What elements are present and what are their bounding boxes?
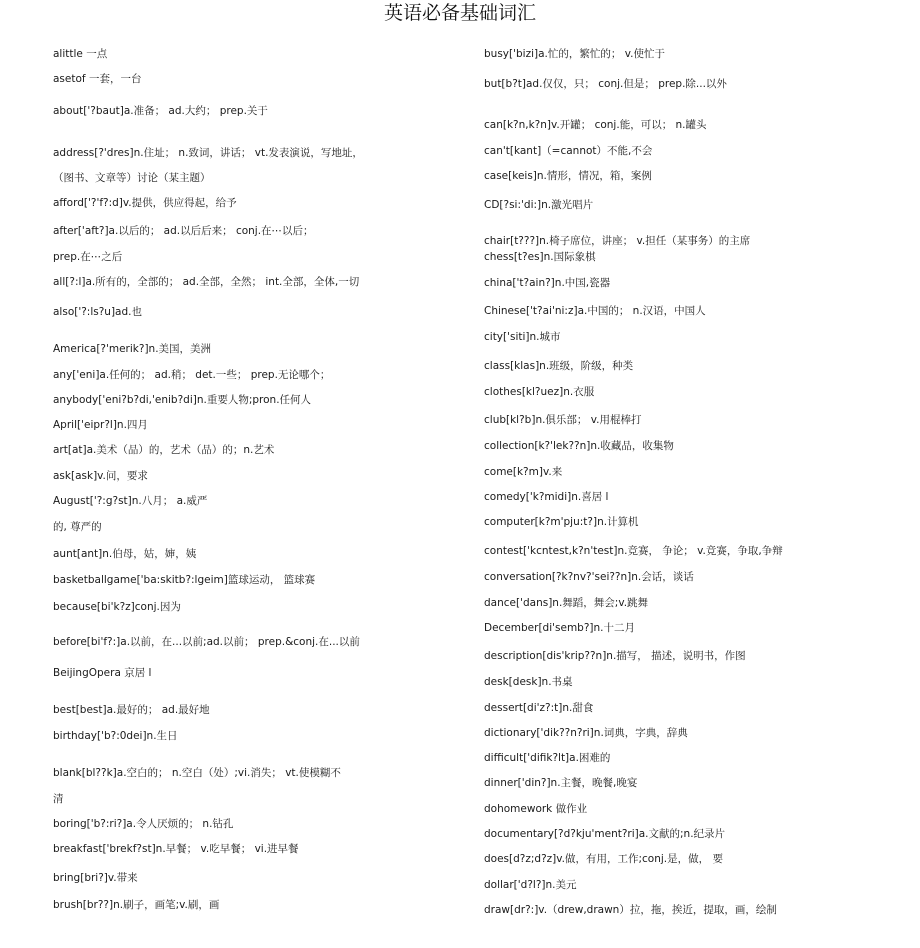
vocab-entry: any['eni]a.任何的； ad.稍； det.一些； prep.无论哪个； xyxy=(53,369,331,381)
vocab-entry: can[k?n,k?n]v.开罐； conj.能，可以； n.罐头 xyxy=(484,119,707,131)
vocab-entry: BeijingOpera 京居 l xyxy=(53,667,152,679)
page-title: 英语必备基础词汇 xyxy=(383,2,536,24)
vocab-entry: brush[br??]n.刷子，画笔;v.刷，画 xyxy=(53,899,220,911)
vocab-entry: dance['dans]n.舞蹈，舞会;v.跳舞 xyxy=(484,597,649,609)
vocab-entry: china['t?ain?]n.中国,瓷器 xyxy=(484,277,611,289)
vocab-entry: alittle 一点 xyxy=(53,48,108,60)
vocab-entry: August['?:g?st]n.八月； a.威严 xyxy=(53,495,208,507)
vocab-entry: busy['bizi]a.忙的，繁忙的； v.使忙于 xyxy=(484,48,665,60)
vocab-entry: afford['?'f?:d]v.提供，供应得起，给予 xyxy=(53,197,237,209)
vocab-entry: ask[ask]v.问，要求 xyxy=(53,470,148,482)
vocab-entry: class[klas]n.班级，阶级，种类 xyxy=(484,360,634,372)
vocab-entry: （图书、文章等）讨论（某主题） xyxy=(53,172,211,184)
vocab-entry: best[best]a.最好的； ad.最好地 xyxy=(53,704,210,716)
vocab-entry: breakfast['brekf?st]n.早餐； v.吃早餐； vi.进早餐 xyxy=(53,843,299,855)
vocab-entry: collection[k?'lek??n]n.收藏品，收集物 xyxy=(484,440,674,452)
vocab-entry: computer[k?m'pju:t?]n.计算机 xyxy=(484,516,639,528)
vocab-entry: about['?baut]a.准备； ad.大约； prep.关于 xyxy=(53,105,268,117)
vocab-entry: comedy['k?midi]n.喜居 l xyxy=(484,491,609,503)
vocab-entry: but[b?t]ad.仅仅，只； conj.但是； prep.除...以外 xyxy=(484,78,727,90)
vocab-entry: bring[bri?]v.带来 xyxy=(53,872,138,884)
vocab-entry: come[k?m]v.来 xyxy=(484,466,563,478)
vocab-entry: does[d?z;d?z]v.做，有用，工作;conj.是，做， 要 xyxy=(484,853,723,865)
vocab-entry: dinner['din?]n.主餐，晚餐,晚宴 xyxy=(484,777,638,789)
vocab-entry: club[kl?b]n.俱乐部； v.用棍棒打 xyxy=(484,414,642,426)
vocab-entry: documentary[?d?kju'ment?ri]a.文献的;n.纪录片 xyxy=(484,828,726,840)
vocab-entry: dollar['d?l?]n.美元 xyxy=(484,879,577,891)
vocab-entry: desk[desk]n.书桌 xyxy=(484,676,573,688)
vocab-entry: prep.在⋯之后 xyxy=(53,251,123,263)
vocab-entry: also['?:ls?u]ad.也 xyxy=(53,306,142,318)
vocab-entry: boring['b?:ri?]a.令人厌烦的； n.钻孔 xyxy=(53,818,234,830)
vocab-entry: description[dis'krip??n]n.描写， 描述，说明书，作图 xyxy=(484,650,746,662)
vocab-entry: blank[bl??k]a.空白的； n.空白（处）;vi.消失； vt.使模糊不 xyxy=(53,767,341,779)
vocab-entry: dessert[di'z?:t]n.甜食 xyxy=(484,702,594,714)
vocab-entry: CD[?si:'di:]n.激光唱片 xyxy=(484,199,594,211)
vocab-entry: case[keis]n.情形，情况，箱，案例 xyxy=(484,170,652,182)
vocab-entry: asetof 一套，一台 xyxy=(53,73,142,85)
vocab-entry: city['siti]n.城市 xyxy=(484,331,561,343)
vocab-entry: because[bi'k?z]conj.因为 xyxy=(53,601,181,613)
vocab-entry: difficult['difik?lt]a.困难的 xyxy=(484,752,611,764)
vocab-entry: after['aft?]a.以后的； ad.以后后来； conj.在⋯以后； xyxy=(53,225,314,237)
vocab-entry: basketballgame['ba:skitb?:lgeim]篮球运动， 篮球赛 xyxy=(53,574,316,586)
vocab-entry: chess[t?es]n.国际象棋 xyxy=(484,251,596,263)
vocab-entry: 清 xyxy=(53,793,64,805)
vocab-entry: America[?'merik?]n.美国，美洲 xyxy=(53,343,212,355)
vocab-entry: December[di'semb?]n.十二月 xyxy=(484,622,635,634)
vocab-entry: anybody['eni?b?di,'enib?di]n.重要人物;pron.任何人 xyxy=(53,394,312,406)
vocab-entry: art[at]a.美术（品）的，艺术（品）的；n.艺术 xyxy=(53,444,275,456)
vocab-entry: before[bi'f?:]a.以前，在...以前;ad.以前； prep.&conj.在...以前 xyxy=(53,636,360,648)
vocab-entry: all[?:l]a.所有的，全部的； ad.全部，全然； int.全部，全体,一切 xyxy=(53,276,360,288)
vocab-entry: dohomework 做作业 xyxy=(484,803,588,815)
vocab-entry: 的, 尊严的 xyxy=(53,521,102,533)
vocab-entry: contest['kcntest,k?n'test]n.竞赛， 争论； v.竞赛，争取,争辩 xyxy=(484,545,783,557)
vocab-entry: conversation[?k?nv?'sei??n]n.会话，谈话 xyxy=(484,571,694,583)
vocab-entry: address[?'dres]n.住址； n.致词，讲话； vt.发表演说，写地址， xyxy=(53,147,363,159)
vocab-entry: can't[kant]（=cannot）不能,不会 xyxy=(484,145,653,157)
vocab-entry: chair[t???]n.椅子席位，讲座； v.担任（某事务）的主席 xyxy=(484,235,751,247)
vocab-entry: Chinese['t?ai'ni:z]a.中国的； n.汉语，中国人 xyxy=(484,305,706,317)
vocab-entry: April['eipr?l]n.四月 xyxy=(53,419,148,431)
vocab-entry: draw[dr?:]v.（drew,drawn）拉，拖，挨近，提取，画，绘制 xyxy=(484,904,777,916)
vocab-entry: dictionary['dik??n?ri]n.词典，字典，辞典 xyxy=(484,727,688,739)
vocab-entry: birthday['b?:0dei]n.生日 xyxy=(53,730,178,742)
vocab-entry: aunt[ant]n.伯母，姑，婶，姨 xyxy=(53,548,197,560)
vocab-entry: clothes[kl?uez]n.衣服 xyxy=(484,386,595,398)
